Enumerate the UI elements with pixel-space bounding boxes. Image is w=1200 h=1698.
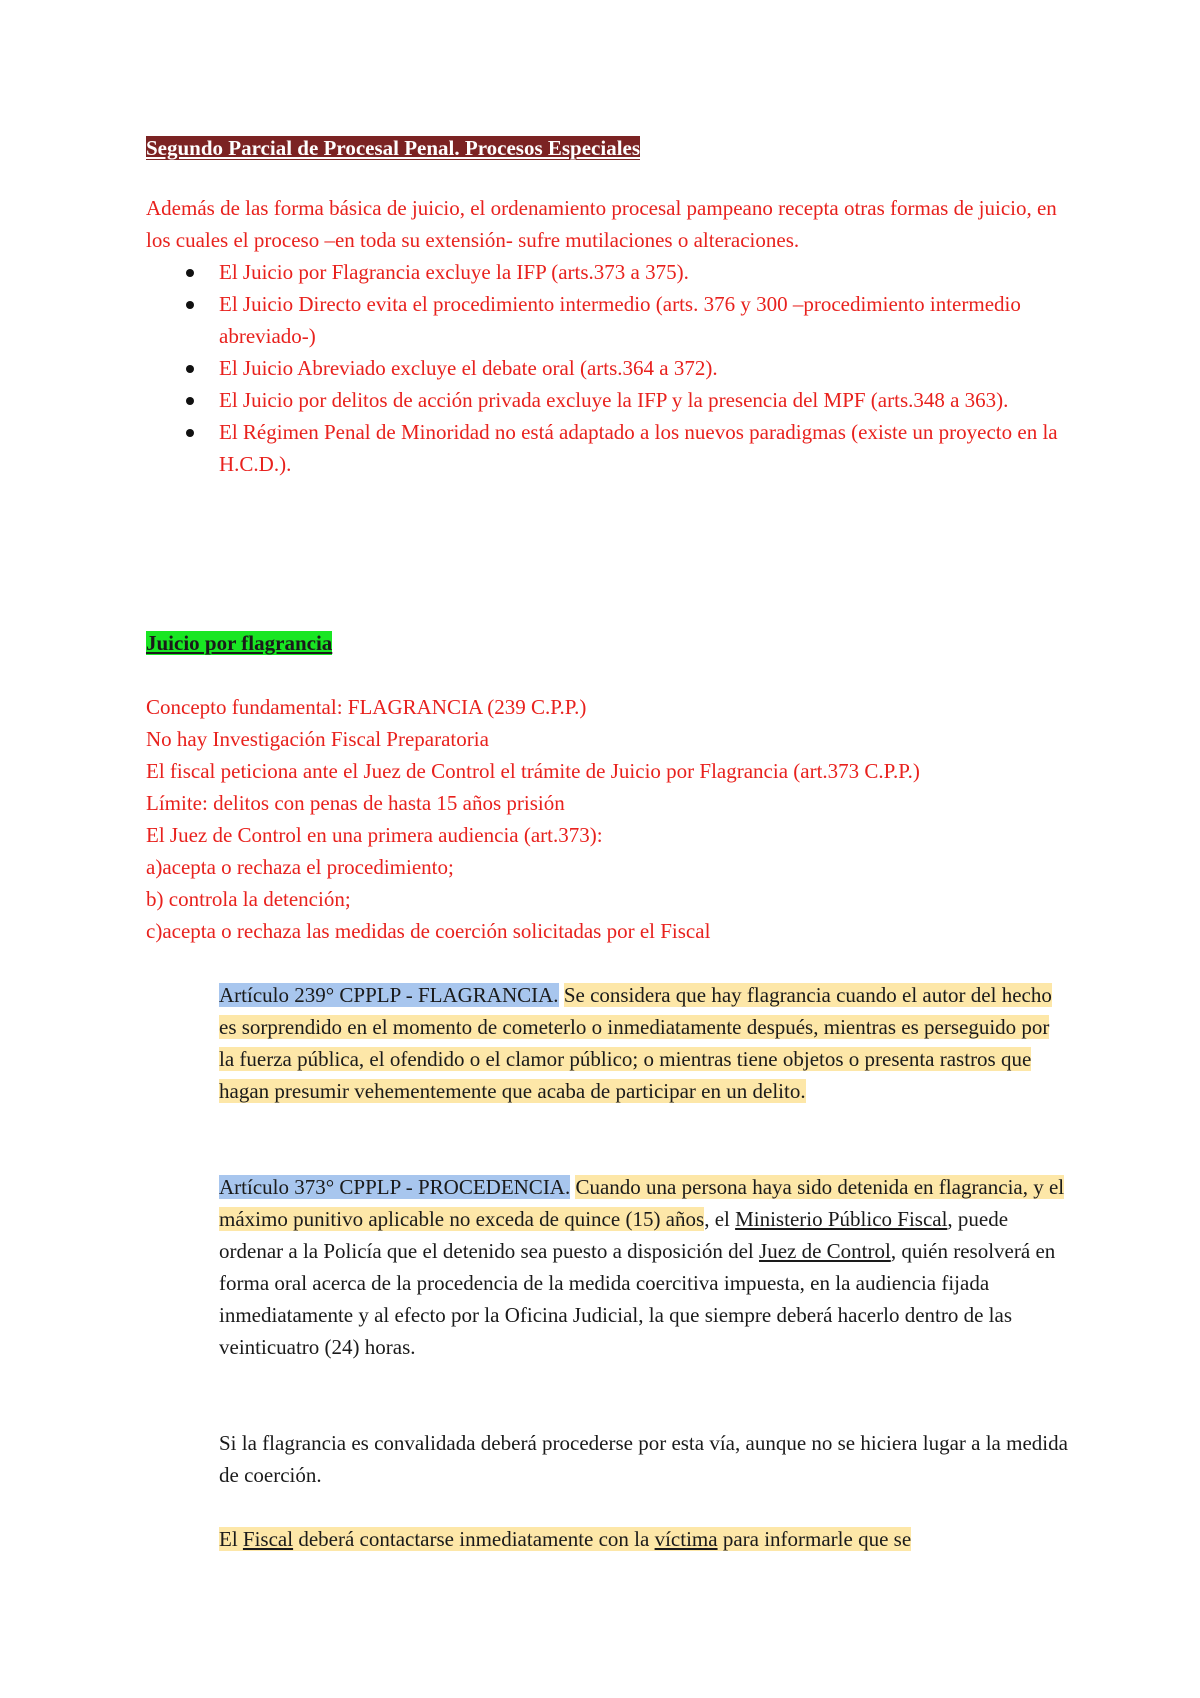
fiscal-link[interactable]: Fiscal — [242, 1527, 294, 1551]
section-heading: Juicio por flagrancia — [146, 631, 333, 655]
list-item: El Juicio por delitos de acción privada excluye la IFP y la presencia del MPF (arts.348 a 363). — [146, 384, 1066, 416]
intro-paragraph: Además de las forma básica de juicio, el ordenamiento procesal pampeano recepta otras formas de juicio, en los cuales el proceso –en toda su extensión- sufre mutilaciones o alteraciones. — [146, 196, 1057, 252]
note-line: Concepto fundamental: FLAGRANCIA (239 C.P.P.) — [146, 695, 587, 719]
article-373-highlight: Cuando una persona haya sido detenida en flagrancia, y el máximo punitivo aplicable no exceda de quince (15) años — [219, 1175, 1065, 1231]
ministerio-publico-fiscal-link[interactable]: Ministerio Público Fiscal — [735, 1207, 948, 1231]
intro-block — [146, 192, 1066, 480]
flagrancia-notes — [146, 691, 1066, 947]
article-239-text: Se considera que hay flagrancia cuando el autor del hecho es sorprendido en el momento de cometerlo o inmediatamente después, mientras es perseguido por la fuerza pública, el ofendido o el clamor público; o mientras tiene objetos o presenta rastros que hagan presumir vehementemente que acaba de participar en un delito. — [219, 983, 1052, 1103]
article-239 — [219, 979, 1069, 1107]
list-item: El Régimen Penal de Minoridad no está adaptado a los nuevos paradigmas (existe un proyecto en la H.C.D.). — [146, 416, 1066, 480]
note-line: El fiscal peticiona ante el Juez de Control el trámite de Juicio por Flagrancia (art.373 C.P.P.) — [146, 759, 920, 783]
convalidada-paragraph: Si la flagrancia es convalidada deberá procederse por esta vía, aunque no se hiciera lugar a la medida de coerción. — [219, 1431, 1068, 1487]
note-line: El Juez de Control en una primera audiencia (art.373): — [146, 823, 603, 847]
title-block — [146, 132, 1066, 164]
list-item: El Juicio Directo evita el procedimiento intermedio (arts. 376 y 300 –procedimiento intermedio abreviado-) — [146, 288, 1066, 352]
section-heading-block — [146, 627, 1066, 659]
list-item: El Juicio por Flagrancia excluye la IFP (arts.373 a 375). — [146, 256, 1066, 288]
victima-link[interactable]: víctima — [654, 1527, 718, 1551]
note-line: No hay Investigación Fiscal Preparatoria — [146, 727, 489, 751]
article-239-label: Artículo 239° CPPLP - FLAGRANCIA. — [219, 983, 559, 1007]
list-item: El Juicio Abreviado excluye el debate oral (arts.364 a 372). — [146, 352, 1066, 384]
note-line: a)acepta o rechaza el procedimiento; — [146, 855, 454, 879]
document-title: Segundo Parcial de Procesal Penal. Procesos Especiales — [146, 136, 641, 160]
juez-de-control-link[interactable]: Juez de Control — [759, 1239, 891, 1263]
note-line: b) controla la detención; — [146, 887, 351, 911]
fiscal-paragraph: El Fiscal deberá contactarse inmediatamente con la víctima para informarle que se — [219, 1527, 912, 1551]
note-line: c)acepta o rechaza las medidas de coerción solicitadas por el Fiscal — [146, 919, 711, 943]
note-line: Límite: delitos con penas de hasta 15 años prisión — [146, 791, 565, 815]
article-373: Artículo 373° CPPLP - PROCEDENCIA. Cuando una persona haya sido detenida en flagrancia, y el máximo punitivo aplicable no exceda de quince (15) años, el Ministerio Público Fiscal, puede ordenar a la Policía que el detenido sea puesto a disposición del Juez de Control, quién resolverá en forma oral acerca de la procedencia de la medida coercitiva impuesta, en la audiencia fijada inmediatamente y al efecto por la Oficina Judicial, la que siempre deberá hacerlo dentro de las veinticuatro (24) horas. — [219, 1175, 1065, 1359]
special-processes-list — [146, 256, 1066, 480]
article-373-label: Artículo 373° CPPLP - PROCEDENCIA. — [219, 1175, 571, 1199]
